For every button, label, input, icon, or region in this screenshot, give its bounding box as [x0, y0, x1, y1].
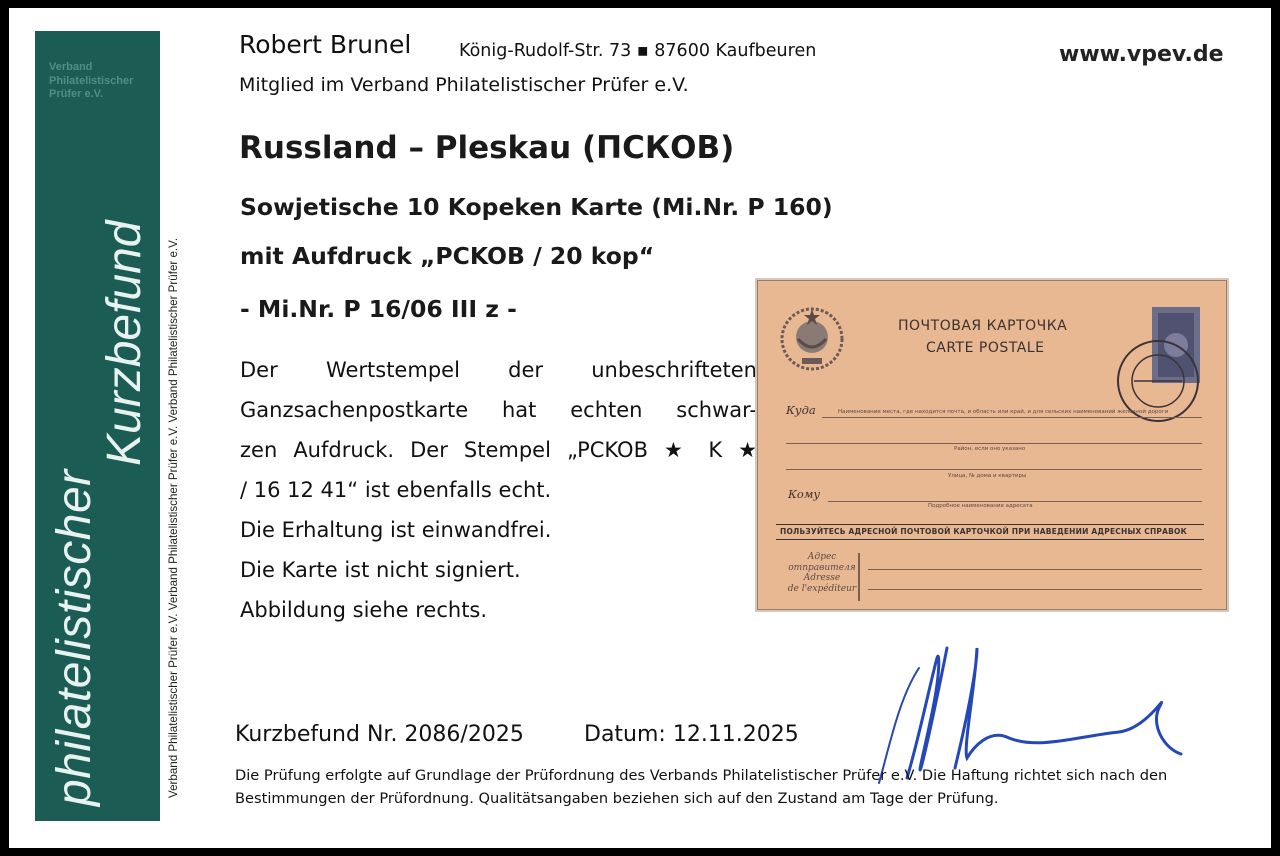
certificate-page	[9, 8, 1271, 848]
body-line: Ganzsachenpostkarte hat echten schwar-	[240, 398, 757, 422]
postcard-band-text: ПОЛЬЗУЙТЕСЬ АДРЕСНОЙ ПОЧТОВОЙ КАРТОЧКОЙ ПРИ НАВЕДЕНИИ АДРЕСНЫХ СПРАВОК	[780, 527, 1187, 536]
sender-line	[868, 569, 1202, 570]
sidebar-banner	[35, 31, 160, 821]
postcard-tiny-text: Район, если оно указано	[954, 446, 1026, 452]
condition-line: Die Erhaltung ist einwandfrei.	[240, 518, 552, 542]
postcard-title-fr: CARTE POSTALE	[926, 340, 1045, 356]
postcard-to-label: Куда	[786, 403, 816, 417]
examiner-name: Robert Brunel	[239, 30, 412, 59]
address-line	[828, 501, 1202, 502]
report-body	[240, 350, 757, 630]
subtitle-line-3: - Mi.Nr. P 16/06 III z -	[240, 295, 517, 323]
band-rule	[776, 524, 1204, 525]
sidebar-rotated-title	[48, 46, 151, 806]
postcard-tiny-text: Наименование места, где находится почта, и область или край, и для сельских наименований железной дороги	[838, 409, 1169, 415]
address-line	[786, 469, 1202, 470]
band-rule	[776, 539, 1204, 540]
report-number: Kurzbefund Nr. 2086/2025	[235, 722, 524, 747]
image-note-line: Abbildung siehe rechts.	[240, 598, 488, 622]
sidebar-title-line2: Kurzbefund	[98, 220, 151, 466]
postcard-image	[757, 280, 1227, 610]
sender-divider	[858, 553, 860, 601]
address-line	[786, 443, 1202, 444]
sidebar-verband-text: Verband Philatelistischer Prüfer e.V.	[49, 61, 134, 100]
website-link[interactable]: www.vpev.de	[1059, 42, 1224, 67]
disclaimer-text: Die Prüfung erfolgte auf Grundlage der Prüfordnung des Verbands Philatelistischer Prüfer e.V. Die Haftung richtet sich nach den Bestimmungen der Prüfordnung. Qualitätsangaben beziehen sich auf den Zustand am Tage der Prüfung.	[235, 767, 1168, 807]
signature-note-line: Die Karte ist nicht signiert.	[240, 558, 521, 582]
ussr-emblem-icon	[776, 303, 848, 375]
postcard-tiny-text: Подробное наименование адресата	[928, 503, 1033, 509]
body-line: Der Wertstempel der unbeschrifteten	[240, 358, 757, 382]
membership-line: Mitglied im Verband Philatelistischer Prüfer e.V.	[239, 74, 689, 96]
body-line: zen Aufdruck. Der Stempel „PCKOB ★ K ★	[240, 438, 757, 462]
postcard-tiny-text: Улица, № дома и квартиры	[948, 473, 1027, 479]
body-line: / 16 12 41“ ist ebenfalls echt.	[240, 478, 552, 502]
vertical-association-text: Verband Philatelistischer Prüfer e.V. Verband Philatelistischer Prüfer e.V. Verband Philatelistischer Prüfer e.V.	[167, 237, 180, 798]
sidebar-title-line1: philatelistischer	[48, 469, 101, 806]
subtitle-line-1: Sowjetische 10 Kopeken Karte (Mi.Nr. P 160)	[240, 193, 833, 221]
postcard-title-ru: ПОЧТОВАЯ КАРТОЧКА	[898, 318, 1068, 334]
address-line	[822, 417, 1202, 418]
subtitle-line-2: mit Aufdruck „PCKOB / 20 kop“	[240, 242, 655, 270]
postcard-whom-label: Кому	[788, 487, 821, 501]
sender-line	[868, 589, 1202, 590]
report-date: Datum: 12.11.2025	[584, 722, 799, 747]
certificate-title: Russland – Pleskau (ПСКОВ)	[239, 130, 735, 166]
examiner-address: König-Rudolf-Str. 73 ▪ 87600 Kaufbeuren	[459, 41, 817, 61]
sender-label: Адрес отправителя Adresse de l'expéditeur	[787, 552, 857, 594]
